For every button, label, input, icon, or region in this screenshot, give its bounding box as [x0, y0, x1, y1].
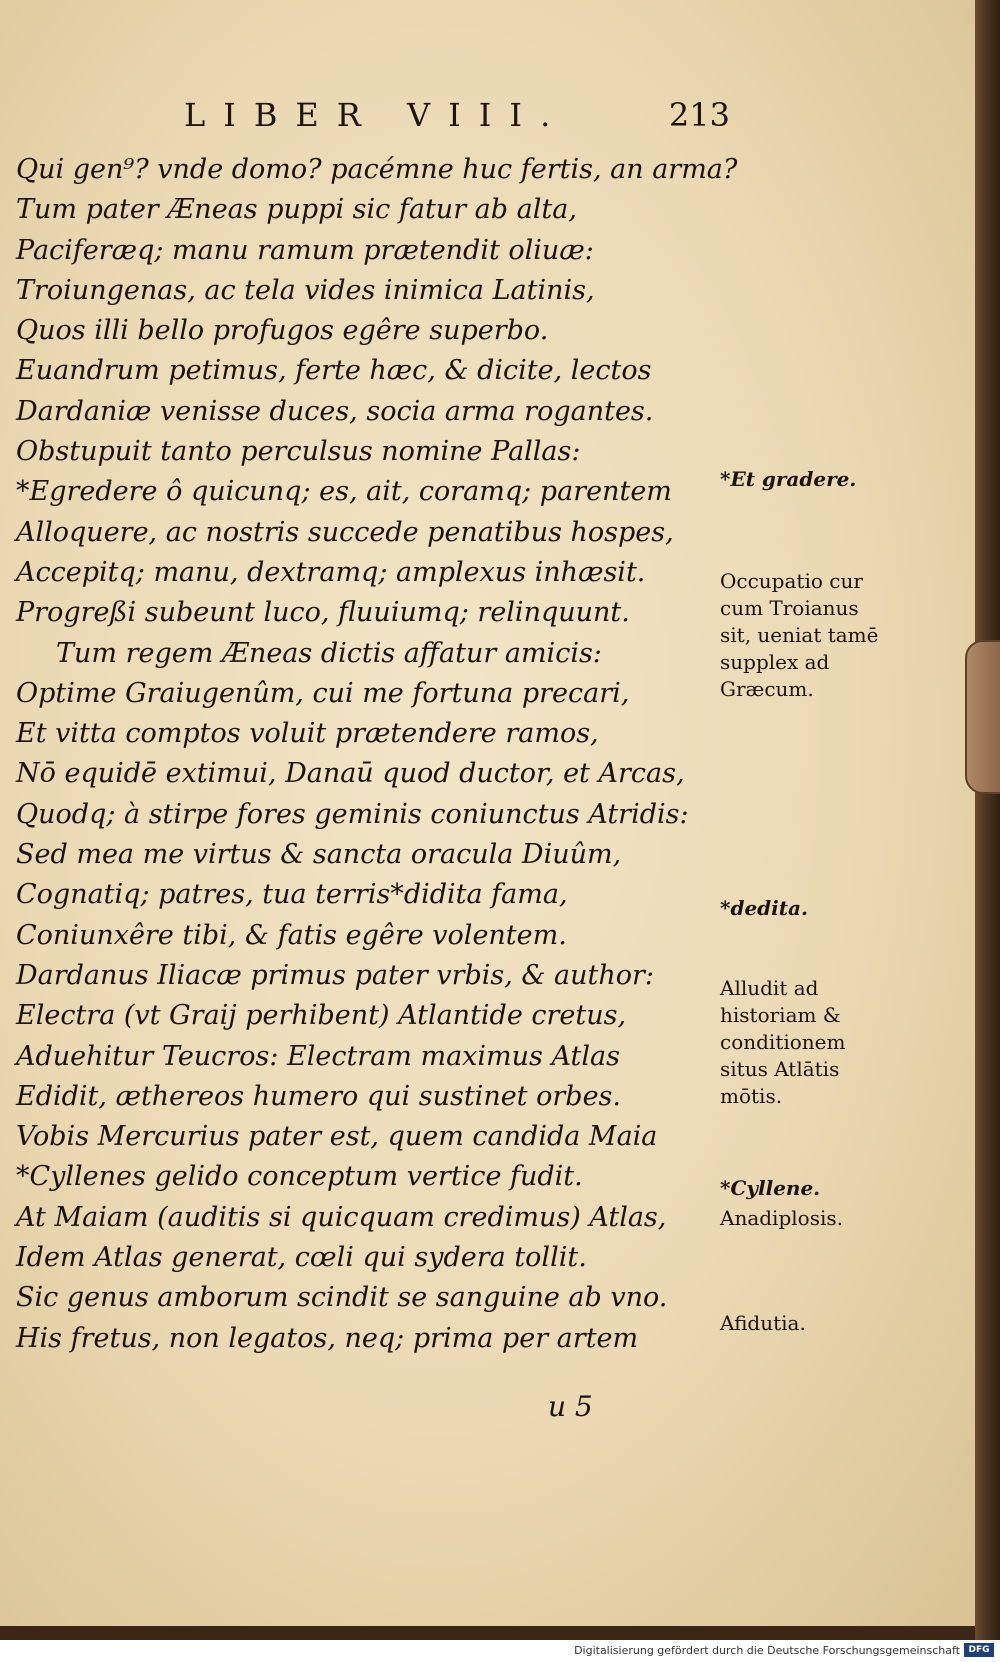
verse-line: Nō equidē extimui, Danaū quod ductor, et Arcas, — [16, 758, 685, 790]
page-tab — [965, 640, 1000, 794]
page-number: 213 — [668, 96, 730, 134]
page-edge — [975, 0, 1000, 1640]
signature-mark: u 5 — [548, 1390, 593, 1423]
verse-line: Vobis Mercurius pater est, quem candida Maia — [16, 1121, 658, 1153]
verse-line: Tum pater Æneas puppi sic fatur ab alta, — [16, 194, 577, 226]
verse-line: Quodq; à stirpe fores geminis coniunctus Atridis: — [16, 798, 689, 830]
marginal-note: Afidutia. — [720, 1311, 806, 1335]
marginal-note: Anadiplosis. — [720, 1206, 843, 1230]
verse-line: Cognatiq; patres, tua terris*didita fama, — [16, 879, 568, 911]
verse-line: Alloquere, ac nostris succede penatibus hospes, — [16, 516, 674, 548]
verse-line: Tum regem Æneas dictis affatur amicis: — [56, 637, 602, 669]
dfg-logo: DFG — [964, 1643, 994, 1657]
verse-line: Coniunxêre tibi, & fatis egêre volentem. — [16, 919, 567, 951]
marginal-note: *dedita. — [720, 896, 808, 920]
verse-text — [16, 150, 738, 1359]
verse-line: Dardanus Iliacæ primus pater vrbis, & author: — [16, 959, 655, 991]
marginal-note: *Cyllene. — [720, 1176, 821, 1200]
verse-line: At Maiam (auditis si quicquam credimus) Atlas, — [16, 1201, 667, 1233]
verse-line: Paciferæq; manu ramum prætendit oliuæ: — [16, 234, 594, 266]
verse-line: Progreßi subeunt luco, fluuiumq; relinquunt. — [16, 597, 630, 629]
verse-line: Sed mea me virtus & sancta oracula Diuûm, — [16, 839, 622, 871]
footer-credit: Digitalisierung gefördert durch die Deutsche Forschungsgemeinschaft — [574, 1644, 960, 1657]
verse-line: Accepitq; manu, dextramq; amplexus inhæsit. — [16, 556, 646, 588]
verse-line: Obstupuit tanto perculsus nomine Pallas: — [16, 436, 581, 468]
verse-line: Aduehitur Teucros: Electram maximus Atlas — [16, 1040, 620, 1072]
verse-line: Euandrum petimus, ferte hæc, & dicite, lectos — [16, 355, 652, 387]
verse-line: Et vitta comptos voluit prætendere ramos, — [16, 718, 599, 750]
verse-line: Optime Graiugenûm, cui me fortuna precari, — [16, 677, 630, 709]
verse-line: Quos illi bello profugos egêre superbo. — [16, 315, 549, 347]
verse-line: Edidit, æthereos humero qui sustinet orbes. — [16, 1080, 621, 1112]
footer-bar — [0, 1640, 1000, 1662]
verse-line: His fretus, non legatos, neq; prima per artem — [16, 1322, 639, 1354]
running-head: LIBER VIII. — [184, 96, 569, 134]
verse-line: Electra (vt Graij perhibent) Atlantide cretus, — [16, 1000, 627, 1032]
verse-line: *Cyllenes gelido conceptum vertice fudit. — [16, 1161, 583, 1193]
verse-line: Qui gen⁹? vnde domo? pacémne huc fertis, an arma? — [16, 154, 738, 185]
marginal-note: *Et gradere. — [720, 467, 857, 491]
marginal-note: Alludit ad historiam & conditionem situs Atlātis mōtis. — [720, 976, 846, 1108]
verse-line: Sic genus amborum scindit se sanguine ab vno. — [16, 1282, 668, 1314]
verse-line: *Egredere ô quicunq; es, ait, coramq; parentem — [16, 476, 672, 508]
verse-line: Dardaniæ venisse duces, socia arma rogantes. — [16, 395, 654, 427]
page-header — [170, 96, 730, 140]
marginal-note: Occupatio cur cum Troianus sit, ueniat tamē supplex ad Græcum. — [720, 569, 879, 701]
verse-line: Idem Atlas generat, cœli qui sydera tollit. — [16, 1242, 587, 1274]
verse-line: Troiungenas, ac tela vides inimica Latinis, — [16, 274, 595, 306]
